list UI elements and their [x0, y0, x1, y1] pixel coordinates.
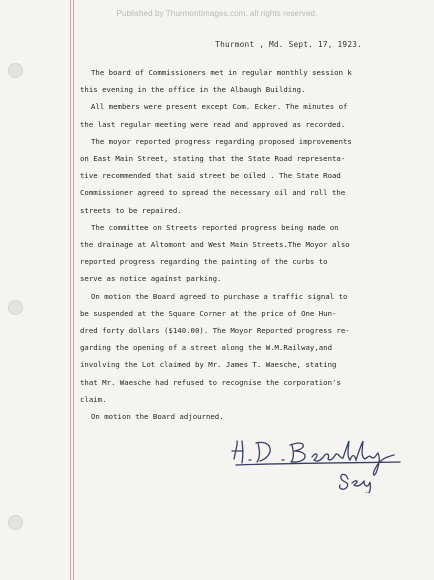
text-line: involving the Lot claimed by Mr. James T. Waesche, stating [80, 360, 337, 370]
minutes-paragraph [80, 288, 416, 408]
text-line: On motion the Board adjourned. [91, 412, 224, 422]
text-line: be suspended at the Square Corner at the price of One Hun- [80, 308, 337, 318]
text-line: the last regular meeting were read and approved as recorded. [80, 119, 346, 129]
text-line: that Mr. Waesche had refused to recognise the corporation's [80, 377, 341, 387]
text-line: on East Main Street, stating that the State Road representa- [80, 154, 346, 164]
minutes-paragraph [80, 98, 416, 132]
text-line: garding the opening of a street along the W.M.Railway,and [80, 343, 333, 353]
minutes-paragraph [80, 133, 416, 219]
text-line: Commissioner agreed to spread the necessary oil and roll the [80, 188, 346, 198]
text-line: serve as notice against parking. [80, 274, 222, 284]
minutes-paragraph [80, 219, 416, 288]
margin-rule [73, 0, 74, 580]
text-line: the drainage at Altomont and West Main Streets.The Moyor also [80, 240, 350, 250]
minutes-body [80, 64, 416, 425]
text-line: tive recommended that said street be oiled . The State Road [80, 171, 341, 181]
text-line: claim. [80, 394, 107, 404]
minutes-paragraph [80, 64, 416, 98]
text-line: reported progress regarding the painting of the curbs to [80, 257, 328, 267]
punch-hole [8, 300, 23, 315]
text-line: this evening in the office in the Albaugh Building. [80, 85, 306, 95]
punch-hole [8, 63, 23, 78]
handwritten-signature [228, 433, 418, 493]
punch-hole [8, 515, 23, 530]
margin-rule [70, 0, 71, 580]
text-line: dred forty dollars ($140.00). The Moyor Reported progress re- [80, 326, 350, 336]
text-line: The committee on Streets reported progress being made on [91, 222, 339, 232]
text-line: The board of Commissioners met in regular monthly session k [91, 68, 352, 77]
text-line: The moyor reported progress regarding proposed improvements [91, 136, 352, 146]
watermark: Published by ThurmontImages.com, all rights reserved. [116, 9, 318, 18]
signature-graphic [228, 433, 418, 493]
text-line: All members were present except Com. Ecker. The minutes of [91, 102, 348, 112]
minutes-paragraph [80, 408, 416, 425]
text-line: streets to be repaired. [80, 205, 182, 215]
text-line: On motion the Board agreed to purchase a traffic signal to [91, 291, 348, 301]
dateline: Thurmont , Md. Sept. 17, 1923. [215, 40, 362, 49]
